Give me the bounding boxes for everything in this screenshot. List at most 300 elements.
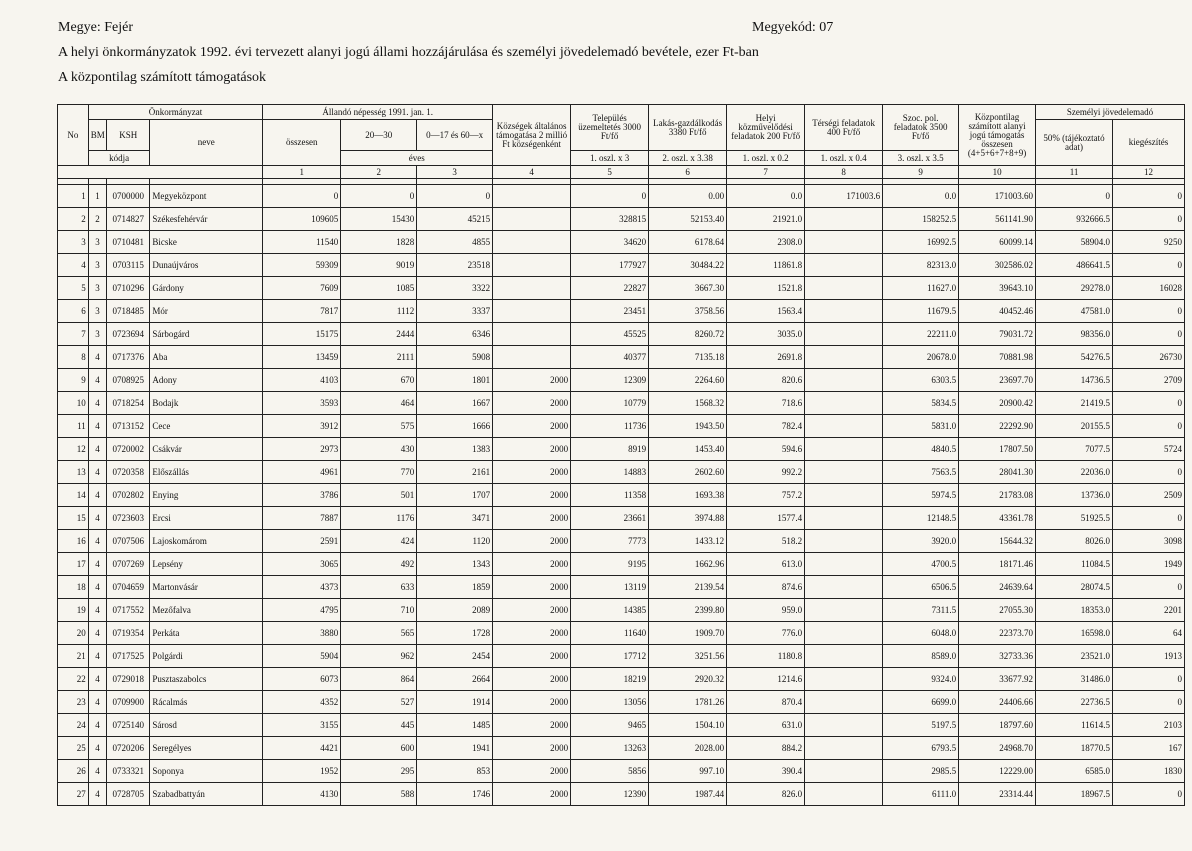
central-support-total-cell: 20900.42 (959, 392, 1036, 415)
social-policy-cell: 6303.5 (883, 369, 959, 392)
income-tax-50-cell: 54276.5 (1036, 346, 1113, 369)
population-0-17-60-cell: 5908 (417, 346, 493, 369)
population-0-17-60-cell: 1485 (417, 714, 493, 737)
income-tax-50-cell: 58904.0 (1036, 231, 1113, 254)
bm-code-cell: 4 (88, 392, 106, 415)
social-policy-cell: 6699.0 (883, 691, 959, 714)
village-support-cell: 2000 (493, 461, 571, 484)
settlement-operation-cell: 14883 (571, 461, 649, 484)
population-20-30-cell: 492 (341, 553, 417, 576)
local-culture-cell: 757.2 (727, 484, 805, 507)
municipality-name-cell: Adony (150, 369, 263, 392)
table-row (58, 553, 1185, 576)
population-0-17-60-cell: 45215 (417, 208, 493, 231)
income-tax-supplement-cell: 0 (1113, 300, 1185, 323)
population-0-17-60-cell: 853 (417, 760, 493, 783)
population-0-17-60-cell: 1343 (417, 553, 493, 576)
income-tax-50-cell: 16598.0 (1036, 622, 1113, 645)
bm-code-cell: 4 (88, 691, 106, 714)
col-header-osszesen: összesen (263, 120, 341, 166)
table-row (58, 576, 1185, 599)
population-0-17-60-cell: 2161 (417, 461, 493, 484)
regional-tasks-cell (805, 484, 883, 507)
settlement-operation-cell: 9465 (571, 714, 649, 737)
population-20-30-cell: 600 (341, 737, 417, 760)
row-no-cell: 6 (58, 300, 89, 323)
bm-code-cell: 4 (88, 553, 106, 576)
local-culture-cell: 1180.8 (727, 645, 805, 668)
housing-management-cell: 3974.88 (649, 507, 727, 530)
central-support-total-cell: 12229.00 (959, 760, 1036, 783)
population-20-30-cell: 670 (341, 369, 417, 392)
social-policy-cell: 11679.5 (883, 300, 959, 323)
document-title: A helyi önkormányzatok 1992. évi tervezett alanyi jogú állami hozzájárulása és személyi jövedelemadó bevétele, ezer Ft-ban (58, 45, 759, 60)
income-tax-50-cell: 14736.5 (1036, 369, 1113, 392)
income-tax-supplement-cell: 0 (1113, 783, 1185, 806)
row-no-cell: 24 (58, 714, 89, 737)
local-culture-cell: 874.6 (727, 576, 805, 599)
population-0-17-60-cell: 1746 (417, 783, 493, 806)
municipality-name-cell: Cece (150, 415, 263, 438)
ksh-code-cell: 0704659 (107, 576, 150, 599)
bm-code-cell: 3 (88, 254, 106, 277)
local-culture-cell: 631.0 (727, 714, 805, 737)
regional-tasks-cell (805, 369, 883, 392)
table-row (58, 507, 1185, 530)
income-tax-50-cell: 21419.5 (1036, 392, 1113, 415)
col-header-eves: éves (341, 151, 493, 166)
village-support-cell: 2000 (493, 599, 571, 622)
municipality-name-cell: Rácalmás (150, 691, 263, 714)
col-header-szja-50: 50% (tájékoztató adat) (1036, 120, 1113, 166)
col-formula-szoc: 3. oszl. x 3.5 (883, 151, 959, 166)
row-no-cell: 15 (58, 507, 89, 530)
population-20-30-cell: 0 (341, 185, 417, 208)
local-culture-cell: 613.0 (727, 553, 805, 576)
population-0-17-60-cell: 1914 (417, 691, 493, 714)
col-header-kodja: kódja (88, 151, 150, 166)
regional-tasks-cell (805, 415, 883, 438)
col-header-kozp: Központilag számított alanyi jogú támogatás összesen (4+5+6+7+8+9) (959, 105, 1036, 166)
local-culture-cell: 718.6 (727, 392, 805, 415)
local-culture-cell: 1563.4 (727, 300, 805, 323)
housing-management-cell: 1781.26 (649, 691, 727, 714)
ksh-code-cell: 0725140 (107, 714, 150, 737)
population-0-17-60-cell: 2089 (417, 599, 493, 622)
regional-tasks-cell (805, 346, 883, 369)
income-tax-supplement-cell: 1913 (1113, 645, 1185, 668)
social-policy-cell: 6506.5 (883, 576, 959, 599)
social-policy-cell: 5831.0 (883, 415, 959, 438)
housing-management-cell: 1504.10 (649, 714, 727, 737)
housing-management-cell: 3758.56 (649, 300, 727, 323)
income-tax-50-cell: 13736.0 (1036, 484, 1113, 507)
row-no-cell: 17 (58, 553, 89, 576)
row-no-cell: 18 (58, 576, 89, 599)
social-policy-cell: 7311.5 (883, 599, 959, 622)
col-number: 2 (341, 166, 417, 179)
social-policy-cell: 12148.5 (883, 507, 959, 530)
housing-management-cell: 1453.40 (649, 438, 727, 461)
col-number-blank (58, 166, 263, 179)
income-tax-supplement-cell: 0 (1113, 392, 1185, 415)
row-no-cell: 20 (58, 622, 89, 645)
row-no-cell: 27 (58, 783, 89, 806)
income-tax-50-cell: 11614.5 (1036, 714, 1113, 737)
central-support-total-cell: 70881.98 (959, 346, 1036, 369)
housing-management-cell: 1662.96 (649, 553, 727, 576)
table-row (58, 530, 1185, 553)
village-support-cell: 2000 (493, 691, 571, 714)
housing-management-cell: 1987.44 (649, 783, 727, 806)
population-20-30-cell: 1828 (341, 231, 417, 254)
population-total-cell: 4103 (263, 369, 341, 392)
central-support-total-cell: 43361.78 (959, 507, 1036, 530)
income-tax-50-cell: 8026.0 (1036, 530, 1113, 553)
population-20-30-cell: 565 (341, 622, 417, 645)
ksh-code-cell: 0700000 (107, 185, 150, 208)
regional-tasks-cell (805, 277, 883, 300)
ksh-code-cell: 0707269 (107, 553, 150, 576)
population-20-30-cell: 962 (341, 645, 417, 668)
income-tax-supplement-cell: 26730 (1113, 346, 1185, 369)
col-formula-helyi: 1. oszl. x 0.2 (727, 151, 805, 166)
row-no-cell: 13 (58, 461, 89, 484)
col-header-ksh: KSH (107, 120, 150, 151)
settlement-operation-cell: 11736 (571, 415, 649, 438)
settlement-operation-cell: 10779 (571, 392, 649, 415)
municipality-name-cell: Aba (150, 346, 263, 369)
population-20-30-cell: 1085 (341, 277, 417, 300)
housing-management-cell: 52153.40 (649, 208, 727, 231)
bm-code-cell: 4 (88, 484, 106, 507)
population-20-30-cell: 864 (341, 668, 417, 691)
col-header-szoc: Szoc. pol. feladatok 3500 Ft/fő (883, 105, 959, 151)
municipality-name-cell: Pusztaszabolcs (150, 668, 263, 691)
income-tax-supplement-cell: 0 (1113, 461, 1185, 484)
municipality-name-cell: Soponya (150, 760, 263, 783)
regional-tasks-cell (805, 599, 883, 622)
settlement-operation-cell: 177927 (571, 254, 649, 277)
central-support-total-cell: 15644.32 (959, 530, 1036, 553)
bm-code-cell: 3 (88, 300, 106, 323)
village-support-cell: 2000 (493, 530, 571, 553)
ksh-code-cell: 0717525 (107, 645, 150, 668)
population-20-30-cell: 430 (341, 438, 417, 461)
population-0-17-60-cell: 1666 (417, 415, 493, 438)
regional-tasks-cell (805, 668, 883, 691)
col-number: 5 (571, 166, 649, 179)
income-tax-supplement-cell: 2509 (1113, 484, 1185, 507)
local-culture-cell: 820.6 (727, 369, 805, 392)
ksh-code-cell: 0718485 (107, 300, 150, 323)
local-culture-cell: 21921.0 (727, 208, 805, 231)
population-0-17-60-cell: 1120 (417, 530, 493, 553)
col-number: 12 (1113, 166, 1185, 179)
settlement-operation-cell: 0 (571, 185, 649, 208)
central-support-total-cell: 23697.70 (959, 369, 1036, 392)
row-no-cell: 9 (58, 369, 89, 392)
village-support-cell (493, 346, 571, 369)
settlement-operation-cell: 12390 (571, 783, 649, 806)
income-tax-supplement-cell: 2103 (1113, 714, 1185, 737)
row-no-cell: 1 (58, 185, 89, 208)
municipality-name-cell: Székesfehérvár (150, 208, 263, 231)
social-policy-cell: 16992.5 (883, 231, 959, 254)
settlement-operation-cell: 11640 (571, 622, 649, 645)
central-support-total-cell: 28041.30 (959, 461, 1036, 484)
income-tax-supplement-cell: 0 (1113, 576, 1185, 599)
municipality-name-cell: Lepsény (150, 553, 263, 576)
local-culture-cell: 870.4 (727, 691, 805, 714)
population-0-17-60-cell: 1667 (417, 392, 493, 415)
village-support-cell: 2000 (493, 438, 571, 461)
ksh-code-cell: 0718254 (107, 392, 150, 415)
table-row (58, 231, 1185, 254)
municipality-name-cell: Csákvár (150, 438, 263, 461)
social-policy-cell: 20678.0 (883, 346, 959, 369)
col-header-helyi: Helyi közművelődési feladatok 200 Ft/fő (727, 105, 805, 151)
bm-code-cell: 1 (88, 185, 106, 208)
table-row (58, 254, 1185, 277)
population-total-cell: 11540 (263, 231, 341, 254)
bm-code-cell: 4 (88, 737, 106, 760)
table-row (58, 691, 1185, 714)
col-number: 6 (649, 166, 727, 179)
central-support-total-cell: 39643.10 (959, 277, 1036, 300)
population-total-cell: 59309 (263, 254, 341, 277)
population-total-cell: 3065 (263, 553, 341, 576)
regional-tasks-cell (805, 530, 883, 553)
income-tax-50-cell: 7077.5 (1036, 438, 1113, 461)
village-support-cell: 2000 (493, 369, 571, 392)
municipality-name-cell: Ercsi (150, 507, 263, 530)
row-no-cell: 25 (58, 737, 89, 760)
central-support-total-cell: 18171.46 (959, 553, 1036, 576)
income-tax-50-cell: 23521.0 (1036, 645, 1113, 668)
income-tax-50-cell: 932666.5 (1036, 208, 1113, 231)
population-20-30-cell: 15430 (341, 208, 417, 231)
population-total-cell: 0 (263, 185, 341, 208)
settlement-operation-cell: 17712 (571, 645, 649, 668)
ksh-code-cell: 0717552 (107, 599, 150, 622)
village-support-cell: 2000 (493, 576, 571, 599)
population-20-30-cell: 588 (341, 783, 417, 806)
col-number: 11 (1036, 166, 1113, 179)
local-culture-cell: 1214.6 (727, 668, 805, 691)
ksh-code-cell: 0713152 (107, 415, 150, 438)
population-total-cell: 4961 (263, 461, 341, 484)
central-support-total-cell: 22373.70 (959, 622, 1036, 645)
population-total-cell: 13459 (263, 346, 341, 369)
population-0-17-60-cell: 1859 (417, 576, 493, 599)
income-tax-50-cell: 31486.0 (1036, 668, 1113, 691)
social-policy-cell: 11627.0 (883, 277, 959, 300)
bm-code-cell: 4 (88, 622, 106, 645)
regional-tasks-cell (805, 553, 883, 576)
village-support-cell: 2000 (493, 507, 571, 530)
row-no-cell: 11 (58, 415, 89, 438)
row-no-cell: 26 (58, 760, 89, 783)
village-support-cell: 2000 (493, 392, 571, 415)
village-support-cell: 2000 (493, 622, 571, 645)
social-policy-cell: 0.0 (883, 185, 959, 208)
ksh-code-cell: 0710481 (107, 231, 150, 254)
col-header-nepesseg: Állandó népesség 1991. jan. 1. (263, 105, 493, 120)
central-support-total-cell: 33677.92 (959, 668, 1036, 691)
village-support-cell: 2000 (493, 553, 571, 576)
settlement-operation-cell: 23451 (571, 300, 649, 323)
population-total-cell: 4421 (263, 737, 341, 760)
population-20-30-cell: 295 (341, 760, 417, 783)
bm-code-cell: 4 (88, 461, 106, 484)
regional-tasks-cell (805, 300, 883, 323)
social-policy-cell: 3920.0 (883, 530, 959, 553)
bm-code-cell: 3 (88, 231, 106, 254)
bm-code-cell: 4 (88, 415, 106, 438)
table-row (58, 668, 1185, 691)
ksh-code-cell: 0702802 (107, 484, 150, 507)
municipality-name-cell: Bicske (150, 231, 263, 254)
income-tax-50-cell: 98356.0 (1036, 323, 1113, 346)
row-no-cell: 8 (58, 346, 89, 369)
municipality-name-cell: Gárdony (150, 277, 263, 300)
table-row (58, 300, 1185, 323)
row-no-cell: 12 (58, 438, 89, 461)
village-support-cell (493, 323, 571, 346)
subsidy-table (57, 104, 1185, 806)
ksh-code-cell: 0723603 (107, 507, 150, 530)
population-total-cell: 6073 (263, 668, 341, 691)
row-no-cell: 14 (58, 484, 89, 507)
local-culture-cell: 884.2 (727, 737, 805, 760)
col-header-no: No (58, 105, 89, 166)
row-no-cell: 5 (58, 277, 89, 300)
row-no-cell: 7 (58, 323, 89, 346)
regional-tasks-cell (805, 645, 883, 668)
table-row (58, 392, 1185, 415)
income-tax-supplement-cell: 0 (1113, 185, 1185, 208)
regional-tasks-cell (805, 323, 883, 346)
regional-tasks-cell (805, 691, 883, 714)
social-policy-cell: 7563.5 (883, 461, 959, 484)
col-formula-telepules: 1. oszl. x 3 (571, 151, 649, 166)
table-row (58, 645, 1185, 668)
table-row (58, 599, 1185, 622)
row-no-cell: 22 (58, 668, 89, 691)
income-tax-supplement-cell: 1949 (1113, 553, 1185, 576)
settlement-operation-cell: 22827 (571, 277, 649, 300)
bm-code-cell: 3 (88, 277, 106, 300)
table-row (58, 461, 1185, 484)
regional-tasks-cell (805, 254, 883, 277)
row-no-cell: 19 (58, 599, 89, 622)
bm-code-cell: 4 (88, 530, 106, 553)
income-tax-50-cell: 22036.0 (1036, 461, 1113, 484)
municipality-name-cell: Perkáta (150, 622, 263, 645)
income-tax-supplement-cell: 3098 (1113, 530, 1185, 553)
income-tax-supplement-cell: 9250 (1113, 231, 1185, 254)
col-header-szja: Személyi jövedelemadó (1036, 105, 1185, 120)
population-20-30-cell: 424 (341, 530, 417, 553)
housing-management-cell: 2602.60 (649, 461, 727, 484)
regional-tasks-cell (805, 760, 883, 783)
row-no-cell: 10 (58, 392, 89, 415)
local-culture-cell: 1521.8 (727, 277, 805, 300)
table-row (58, 484, 1185, 507)
col-header-onkormanyzat: Önkormányzat (88, 105, 262, 120)
table-row (58, 346, 1185, 369)
income-tax-50-cell: 47581.0 (1036, 300, 1113, 323)
population-total-cell: 4373 (263, 576, 341, 599)
housing-management-cell: 30484.22 (649, 254, 727, 277)
population-0-17-60-cell: 1707 (417, 484, 493, 507)
housing-management-cell: 1568.32 (649, 392, 727, 415)
housing-management-cell: 2139.54 (649, 576, 727, 599)
central-support-total-cell: 24406.66 (959, 691, 1036, 714)
table-row (58, 415, 1185, 438)
housing-management-cell: 1909.70 (649, 622, 727, 645)
table-row (58, 185, 1185, 208)
housing-management-cell: 2920.32 (649, 668, 727, 691)
income-tax-supplement-cell: 167 (1113, 737, 1185, 760)
income-tax-supplement-cell: 0 (1113, 691, 1185, 714)
table-row (58, 714, 1185, 737)
village-support-cell (493, 185, 571, 208)
social-policy-cell: 22211.0 (883, 323, 959, 346)
central-support-total-cell: 40452.46 (959, 300, 1036, 323)
income-tax-50-cell: 18967.5 (1036, 783, 1113, 806)
regional-tasks-cell (805, 438, 883, 461)
bm-code-cell: 4 (88, 599, 106, 622)
ksh-code-cell: 0728705 (107, 783, 150, 806)
housing-management-cell: 1693.38 (649, 484, 727, 507)
municipality-name-cell: Mezőfalva (150, 599, 263, 622)
population-total-cell: 3912 (263, 415, 341, 438)
central-support-total-cell: 32733.36 (959, 645, 1036, 668)
population-20-30-cell: 1176 (341, 507, 417, 530)
municipality-name-cell: Enying (150, 484, 263, 507)
housing-management-cell: 8260.72 (649, 323, 727, 346)
table-row (58, 760, 1185, 783)
housing-management-cell: 0.00 (649, 185, 727, 208)
income-tax-supplement-cell: 16028 (1113, 277, 1185, 300)
social-policy-cell: 5197.5 (883, 714, 959, 737)
municipality-name-cell: Dunaújváros (150, 254, 263, 277)
local-culture-cell: 390.4 (727, 760, 805, 783)
table-row (58, 323, 1185, 346)
settlement-operation-cell: 12309 (571, 369, 649, 392)
population-20-30-cell: 633 (341, 576, 417, 599)
ksh-code-cell: 0709900 (107, 691, 150, 714)
ksh-code-cell: 0707506 (107, 530, 150, 553)
col-header-tersegi: Térségi feladatok 400 Ft/fő (805, 105, 883, 151)
regional-tasks-cell (805, 231, 883, 254)
population-total-cell: 109605 (263, 208, 341, 231)
population-0-17-60-cell: 4855 (417, 231, 493, 254)
local-culture-cell: 11861.8 (727, 254, 805, 277)
village-support-cell: 2000 (493, 783, 571, 806)
village-support-cell: 2000 (493, 645, 571, 668)
population-total-cell: 4795 (263, 599, 341, 622)
ksh-code-cell: 0729018 (107, 668, 150, 691)
central-support-total-cell: 27055.30 (959, 599, 1036, 622)
ksh-code-cell: 0720358 (107, 461, 150, 484)
row-no-cell: 21 (58, 645, 89, 668)
income-tax-50-cell: 18353.0 (1036, 599, 1113, 622)
settlement-operation-cell: 45525 (571, 323, 649, 346)
central-support-total-cell: 17807.50 (959, 438, 1036, 461)
